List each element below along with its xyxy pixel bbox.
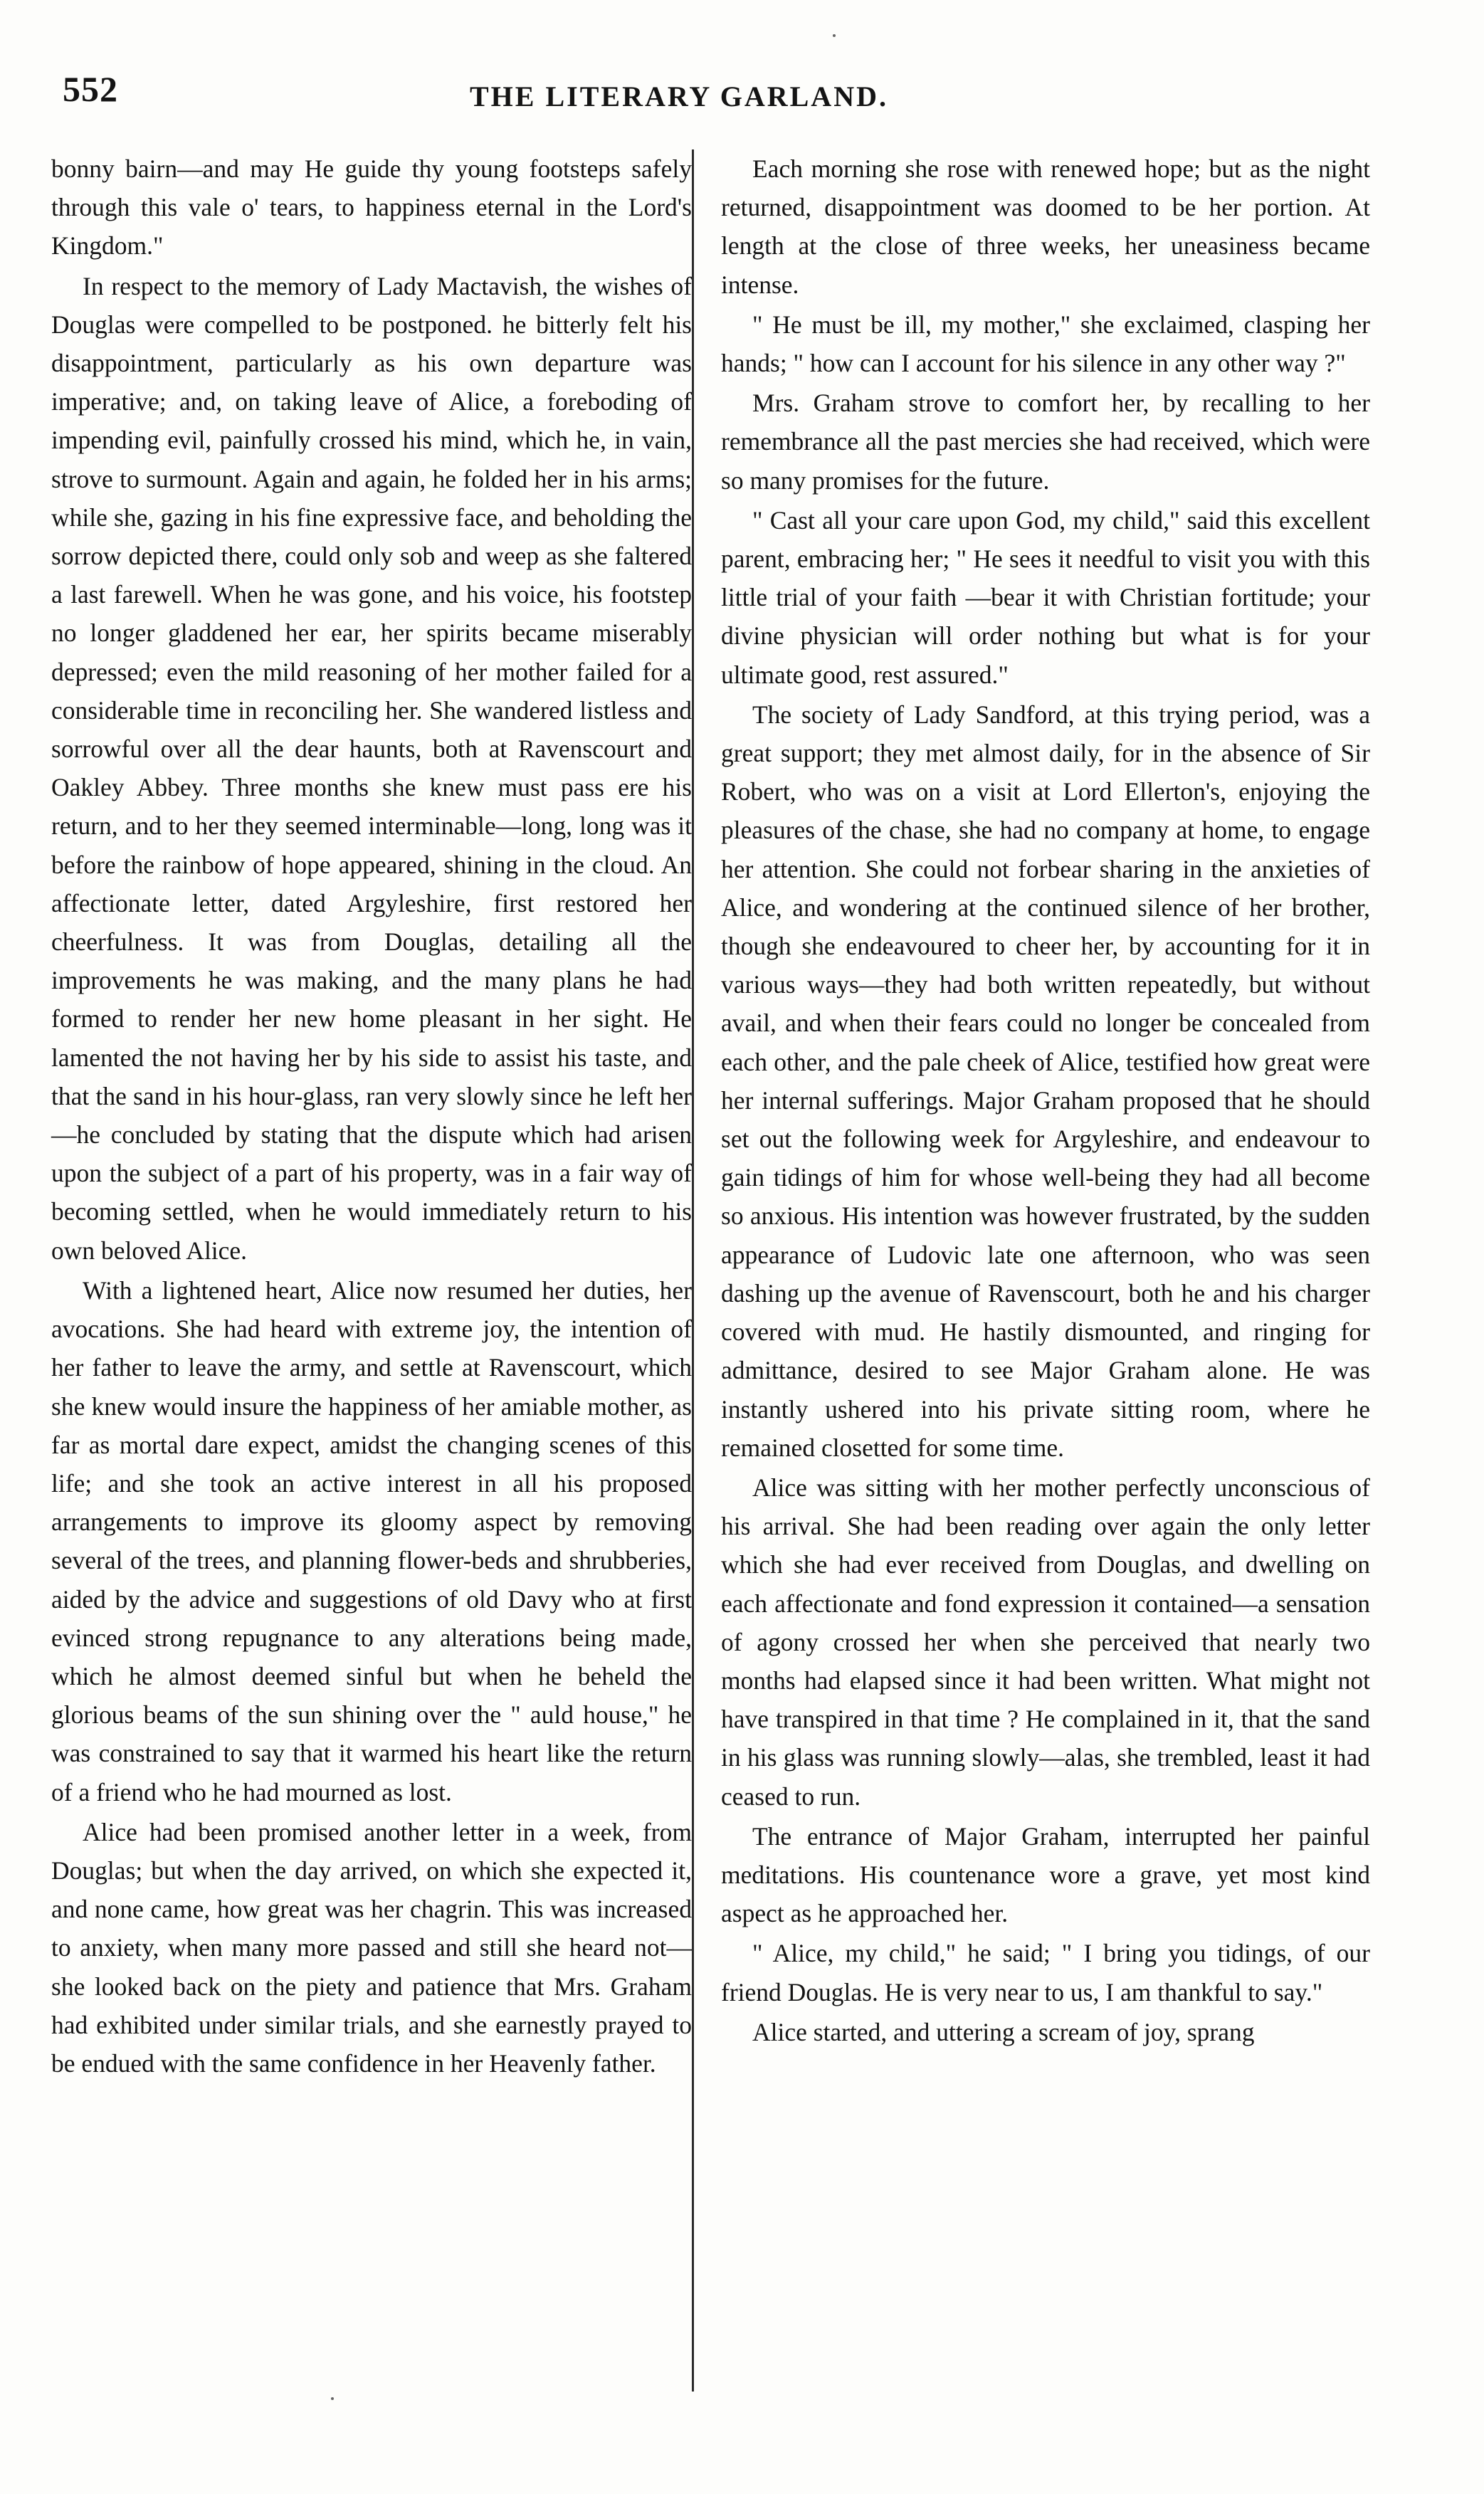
print-speck — [833, 34, 836, 37]
paragraph: With a lightened heart, Alice now resumed her duties, her avocations. She had heard with extreme joy, the intention of her father to leave the army, and settle at Ravenscourt, which she knew would insure the happiness of her amiable mother, as far as mortal dare expect, amidst the changing scenes of this life; and she took an active interest in all his proposed arrangements to improve its gloomy aspect by removing several of the trees, and planning flower-beds and shrubberies, aided by the advice and suggestions of old Davy who at first evinced strong repugnance to any alterations being made, which he almost deemed sinful but when he beheld the glorious beams of the sun shining over the " auld house," he was constrained to say that it warmed his heart like the return of a friend who he had mourned as lost. — [51, 1275, 692, 1806]
paragraph: Each morning she rose with renewed hope; but as the night returned, disappointment was doomed to be her portion. At length at the close of three weeks, her uneasiness became intense. — [721, 154, 1370, 299]
paragraph: Alice had been promised another letter in a week, from Douglas; but when the day arrived, on which she expected it, and none came, how great was her chagrin. This was increased to anxiety, when many more passed and still she heard not—she looked back on the piety and patience that Mrs. Graham had exhibited under similar trials, and she earnestly prayed to be endued with the same confidence in her Heavenly father. — [51, 1817, 692, 2078]
print-speck — [331, 2397, 334, 2400]
page-number: 552 — [63, 69, 118, 109]
paragraph: " Cast all your care upon God, my child," said this excellent parent, embracing her; " He sees it needful to visit you with this little trial of your faith —bear it with Christian fortitude; your divine physician will order nothing but what is for your ultimate good, rest assured." — [721, 505, 1370, 689]
paragraph: The society of Lady Sandford, at this trying period, was a great support; they met almost daily, for in the absence of Sir Robert, who was on a visit at Lord Ellerton's, enjoying the pleasures of the chase, she had no company at home, to engage her attention. She could not forbear sharing in the anxieties of Alice, and wondering at the continued silence of her brother, though she endeavoured to cheer her, by accounting for it in various ways—they had both written repeatedly, but without avail, and when their fears could no longer be concealed from each other, and the pale cheek of Alice, testified how great were her internal sufferings. Major Graham proposed that he should set out the following week for Argyleshire, and endeavour to gain tidings of him for whose well-being they had all become so anxious. His intention was however frustrated, by the sudden appearance of Ludovic late one afternoon, who was seen dashing up the avenue of Ravenscourt, both he and his charger covered with mud. He hastily dismounted, and ringing for admittance, desired to see Major Graham alone. He was instantly ushered into his private sitting room, where he remained closetted for some time. — [721, 700, 1370, 1462]
left-column — [51, 149, 692, 2083]
paragraph: The entrance of Major Graham, interrupted her painful meditations. His countenance wore a grave, yet most kind aspect as he approached her. — [721, 1821, 1370, 1928]
paragraph: Alice started, and uttering a scream of joy, sprang — [752, 2017, 1255, 2046]
paragraph: In respect to the memory of Lady Mactavish, the wishes of Douglas were compelled to be postponed. he bitterly felt his disappointment, particularly as his own departure was imperative; and, on taking leave of Alice, a foreboding of impending evil, painfully crossed his mind, which he, in vain, strove to surmount. Again and again, he folded her in his arms; while she, gazing in his fine expressive face, and beholding the sorrow depicted there, could only sob and weep as she faltered a last farewell. When he was gone, and his voice, his footstep no longer gladdened her ear, her spirits became miserably depressed; even the mild reasoning of her mother failed for a considerable time in reconciling her. She wandered listless and sorrowful over all the dear haunts, both at Ravenscourt and Oakley Abbey. Three months she knew must pass ere his return, and to her they seemed interminable—long, long was it before the rainbow of hope appeared, shining in the cloud. An affectionate letter, dated Argyleshire, first restored her cheerfulness. It was from Douglas, detailing all the improvements he was making, and the many plans he had formed to render her new home pleasant in her sight. He lamented the not having her by his side to assist his taste, and that the sand in his hour-glass, ran very slowly since he left her—he concluded by stating that the dispute which had arisen upon the subject of a part of his property, was in a fair way of becoming settled, when he would immediately return to his own beloved Alice. — [51, 271, 692, 1265]
paragraph: " He must be ill, my mother," she exclaimed, clasping her hands; " how can I account for his silence in any other way ?" — [721, 310, 1370, 378]
paragraph: Alice was sitting with her mother perfectly unconscious of his arrival. She had been reading over again the only letter which she had ever received from Douglas, and dwelling on each affectionate and fond expression it contained—a sensation of agony crossed her when she perceived that nearly two months had elapsed since it had been written. What might not have transpired in that time ? He complained in it, that the sand in his glass was running slowly—alas, she trembled, least it had ceased to run. — [721, 1473, 1370, 1811]
right-column — [721, 149, 1370, 2051]
paragraph: " Alice, my child," he said; " I bring you tidings, of our friend Douglas. He is very near to us, I am thankful to say." — [721, 1939, 1370, 2006]
paragraph: Mrs. Graham strove to comfort her, by recalling to her remembrance all the past mercies she had received, which were so many promises for the future. — [721, 389, 1370, 495]
paragraph: bonny bairn—and may He guide thy young footsteps safely through this vale o' tears, to happiness eternal in the Lord's Kingdom." — [51, 154, 692, 261]
column-divider — [692, 149, 694, 2392]
running-title: THE LITERARY GARLAND. — [470, 80, 888, 112]
